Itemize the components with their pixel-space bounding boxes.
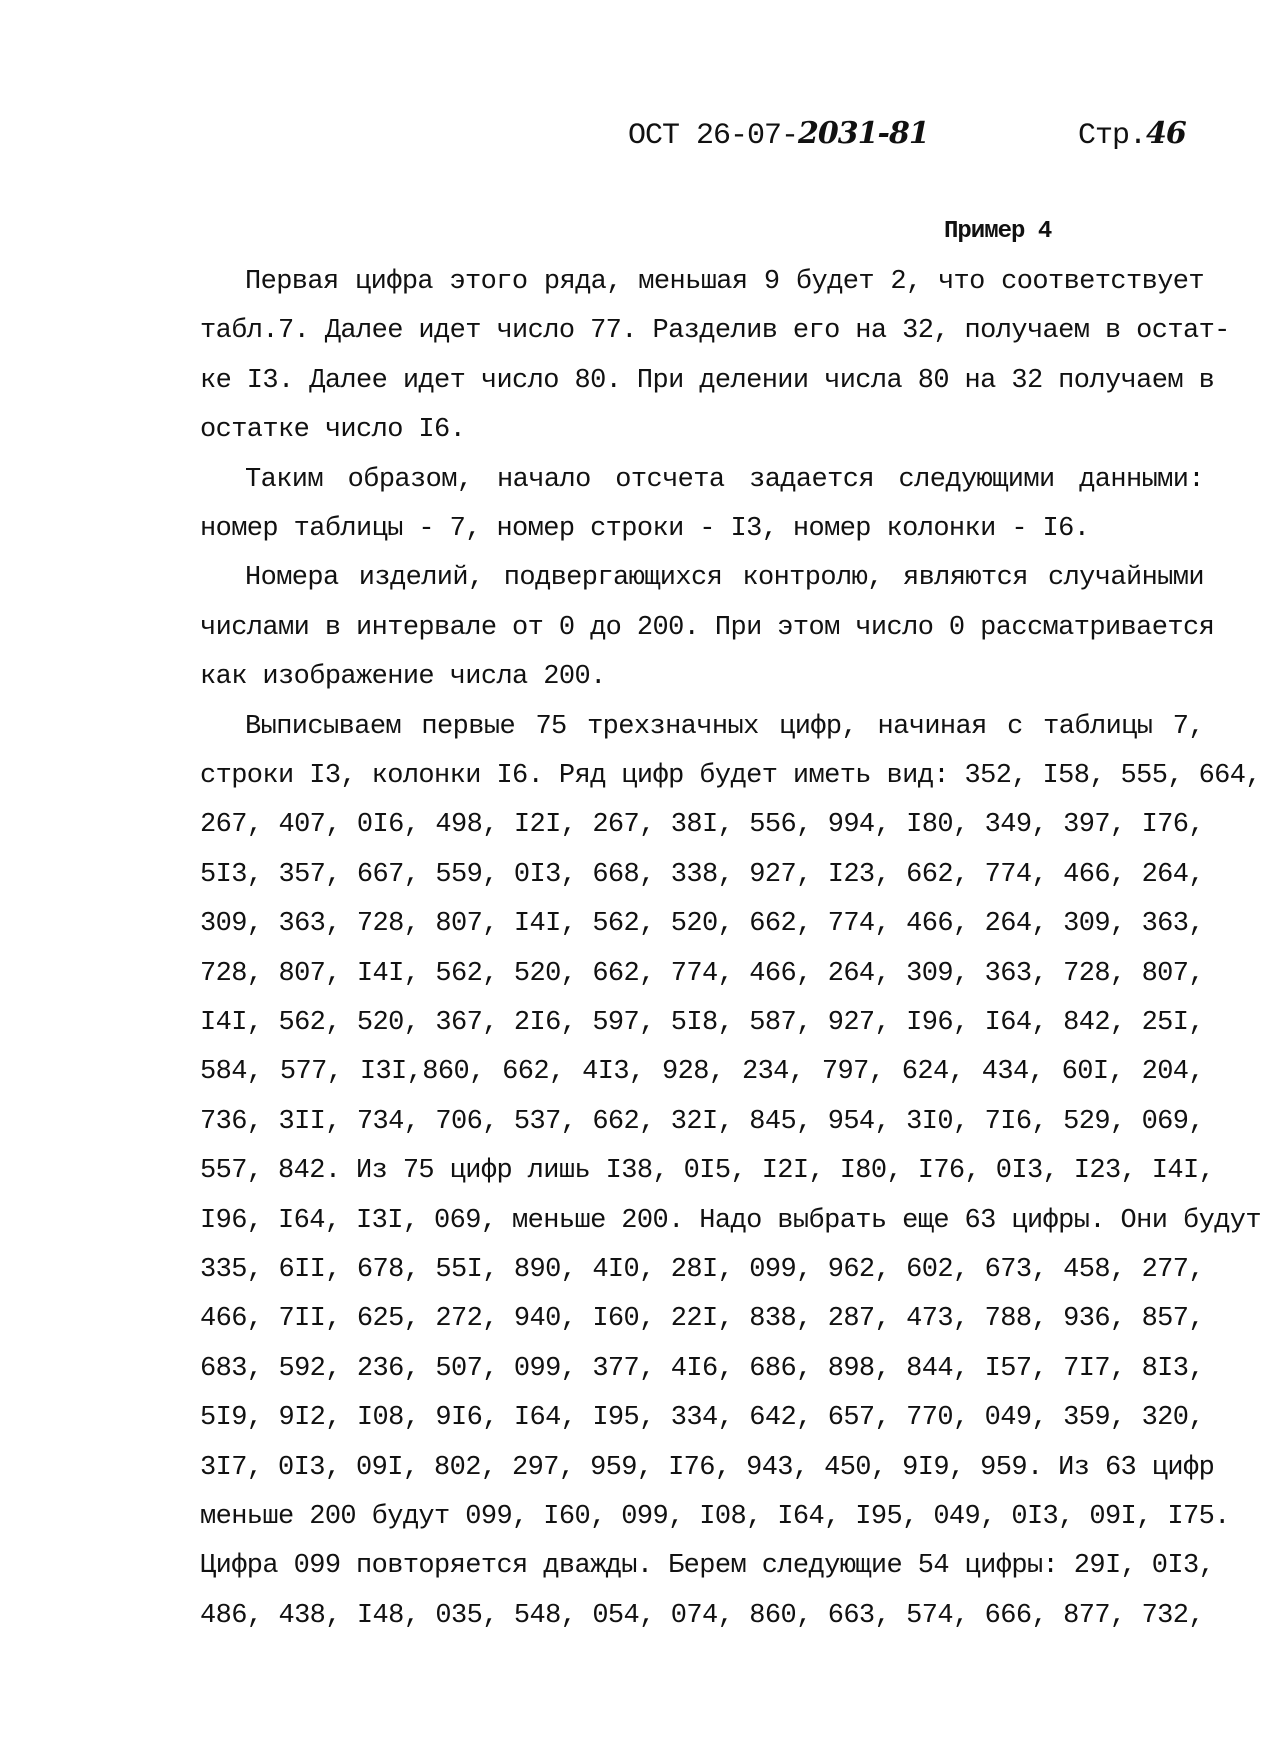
example-label: Пример 4 bbox=[944, 218, 1052, 245]
text-line: Таким образом, начало отсчета задается следующими данными: bbox=[245, 464, 1204, 495]
text-line: строки I3, колонки I6. Ряд цифр будет иметь вид: 352, I58, 555, 664, bbox=[200, 761, 1261, 791]
text-line: 3I7, 0I3, 09I, 802, 297, 959, I76, 943, 450, 9I9, 959. Из 63 цифр bbox=[200, 1452, 1215, 1483]
text-line: Номера изделий, подвергающихся контролю, являются случайными bbox=[245, 563, 1204, 594]
text-line: 309, 363, 728, 807, I4I, 562, 520, 662, 774, 466, 264, 309, 363, bbox=[200, 909, 1204, 940]
document-code-number: 2031-81 bbox=[798, 116, 929, 151]
text-line: Первая цифра этого ряда, меньшая 9 будет 2, что соответствует bbox=[245, 267, 1204, 297]
text-line: 557, 842. Из 75 цифр лишь I38, 0I5, I2I, I80, I76, 0I3, I23, I4I, bbox=[200, 1156, 1215, 1187]
text-line: как изображение числа 200. bbox=[200, 662, 606, 693]
document-code bbox=[628, 116, 929, 153]
text-line: номер таблицы - 7, номер строки - I3, номер колонки - I6. bbox=[200, 514, 1090, 544]
text-line: 5I9, 9I2, I08, 9I6, I64, I95, 334, 642, 657, 770, 049, 359, 320, bbox=[200, 1403, 1204, 1434]
text-line: I4I, 562, 520, 367, 2I6, 597, 5I8, 587, 927, I96, I64, 842, 25I, bbox=[200, 1008, 1204, 1038]
text-line: 584, 577, I3I,860, 662, 4I3, 928, 234, 797, 624, 434, 60I, 204, bbox=[200, 1057, 1204, 1088]
page-number-value: 46 bbox=[1146, 116, 1186, 151]
text-line: 267, 407, 0I6, 498, I2I, 267, 38I, 556, 994, I80, 349, 397, I76, bbox=[200, 810, 1204, 841]
text-line: 486, 438, I48, 035, 548, 054, 074, 860, 663, 574, 666, 877, 732, bbox=[200, 1600, 1204, 1631]
text-line: остатке число I6. bbox=[200, 415, 466, 446]
text-line: числами в интервале от 0 до 200. При этом число 0 рассматривается bbox=[200, 612, 1215, 643]
text-line: 335, 6II, 678, 55I, 890, 4I0, 28I, 099, 962, 602, 673, 458, 277, bbox=[200, 1255, 1204, 1285]
text-line: 5I3, 357, 667, 559, 0I3, 668, 338, 927, I23, 662, 774, 466, 264, bbox=[200, 859, 1204, 890]
page-number bbox=[1078, 116, 1186, 153]
text-line: I96, I64, I3I, 069, меньше 200. Надо выбрать еще 63 цифры. Они будут bbox=[200, 1205, 1261, 1236]
page-number-prefix: Стр. bbox=[1078, 119, 1147, 153]
text-line: Цифра 099 повторяется дважды. Берем следующие 54 цифры: 29I, 0I3, bbox=[200, 1551, 1215, 1582]
text-line: 466, 7II, 625, 272, 940, I60, 22I, 838, 287, 473, 788, 936, 857, bbox=[200, 1304, 1204, 1335]
text-line: 736, 3II, 734, 706, 537, 662, 32I, 845, 954, 3I0, 7I6, 529, 069, bbox=[200, 1106, 1204, 1137]
text-line: ке I3. Далее идет число 80. При делении числа 80 на 32 получаем в bbox=[200, 365, 1215, 396]
document-code-prefix: ОСТ 26-07- bbox=[628, 119, 799, 153]
text-line: меньше 200 будут 099, I60, 099, I08, I64, I95, 049, 0I3, 09I, I75. bbox=[200, 1502, 1230, 1532]
text-line: 728, 807, I4I, 562, 520, 662, 774, 466, 264, 309, 363, 728, 807, bbox=[200, 958, 1204, 989]
text-line: табл.7. Далее идет число 77. Разделив его на 32, получаем в остат- bbox=[200, 316, 1230, 347]
text-line: Выписываем первые 75 трехзначных цифр, начиная с таблицы 7, bbox=[245, 711, 1204, 742]
text-line: 683, 592, 236, 507, 099, 377, 4I6, 686, 898, 844, I57, 7I7, 8I3, bbox=[200, 1353, 1204, 1384]
